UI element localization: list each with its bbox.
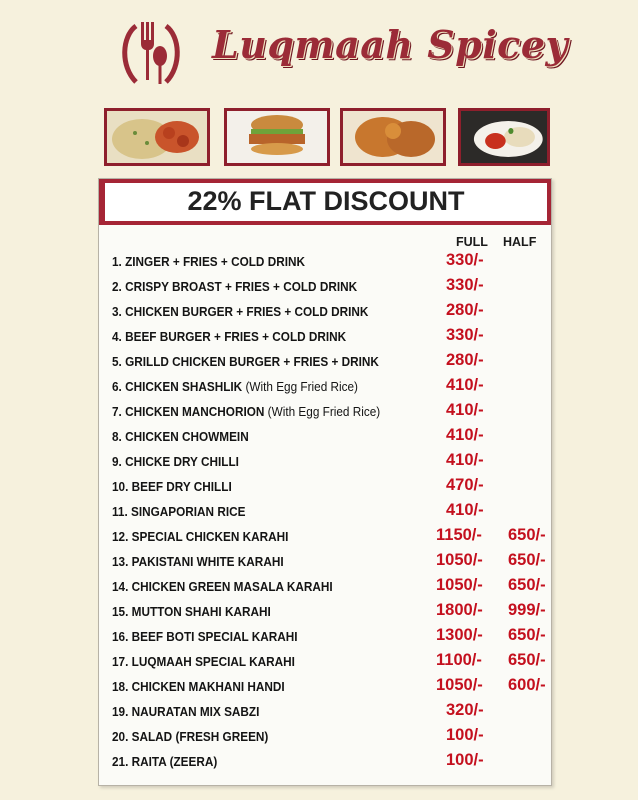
menu-item-title: 18. CHICKEN MAKHANI HANDI (112, 679, 285, 694)
menu-item-full-price: 330/- (446, 276, 484, 294)
menu-item-title: 9. CHICKE DRY CHILLI (112, 454, 239, 469)
menu-item-name (112, 354, 379, 369)
menu-item-full-price: 320/- (446, 701, 484, 719)
menu-item-name (112, 554, 284, 569)
menu-item-name (112, 579, 333, 594)
menu-item-full-price: 410/- (446, 426, 484, 444)
menu-item-full-price: 280/- (446, 301, 484, 319)
menu-item-full-price: 410/- (446, 376, 484, 394)
menu-item-title: 17. LUQMAAH SPECIAL KARAHI (112, 654, 295, 669)
discount-banner (99, 179, 551, 225)
menu-item-full-price: 1100/- (436, 651, 482, 669)
menu-item-row (112, 750, 552, 775)
menu-item-full-price: 410/- (446, 401, 484, 419)
menu-item-row (112, 700, 552, 725)
menu-item-title: 11. SINGAPORIAN RICE (112, 504, 246, 519)
menu-item-title: 20. SALAD (FRESH GREEN) (112, 729, 269, 744)
menu-item-note: (With Egg Fried Rice) (267, 404, 381, 419)
menu-item-name (112, 329, 346, 344)
menu-item-half-price: 650/- (508, 626, 546, 644)
menu-item-row (112, 550, 552, 575)
menu-item-name (112, 679, 285, 694)
menu-item-row (112, 650, 552, 675)
menu-item-title: 21. RAITA (ZEERA) (112, 754, 218, 769)
menu-item-full-price: 100/- (446, 726, 484, 744)
menu-item-half-price: 650/- (508, 551, 546, 569)
discount-text: 22% FLAT DISCOUNT (187, 186, 465, 216)
menu-item-row (112, 725, 552, 750)
menu-item-full-price: 1050/- (436, 576, 483, 594)
menu-item-title: 1. ZINGER + FRIES + COLD DRINK (112, 254, 305, 269)
menu-item-name (112, 604, 271, 619)
menu-item-full-price: 410/- (446, 451, 484, 469)
menu-item-full-price: 410/- (446, 501, 484, 519)
menu-header (0, 0, 638, 100)
menu-item-full-price: 1150/- (436, 526, 482, 544)
menu-item-title: 8. CHICKEN CHOWMEIN (112, 429, 249, 444)
menu-item-name (112, 304, 368, 319)
menu-item-full-price: 1800/- (436, 601, 483, 619)
menu-item-row (112, 625, 552, 650)
menu-item-full-price: 470/- (446, 476, 484, 494)
menu-item-row (112, 250, 552, 275)
menu-item-full-price: 1050/- (436, 676, 483, 694)
brand-name: Luqmaah Spicey (212, 22, 569, 67)
menu-item-full-price: 100/- (446, 751, 484, 769)
menu-item-title: 7. CHICKEN MANCHORION (112, 404, 265, 419)
menu-item-name (112, 254, 305, 269)
menu-item-row (112, 400, 552, 425)
menu-item-name (112, 629, 298, 644)
menu-item-name (112, 379, 358, 394)
column-header-full: FULL (456, 235, 488, 249)
menu-item-full-price: 330/- (446, 251, 484, 269)
menu-item-title: 3. CHICKEN BURGER + FRIES + COLD DRINK (112, 304, 369, 319)
menu-item-name (112, 279, 357, 294)
menu-item-half-price: 650/- (508, 576, 546, 594)
menu-item-row (112, 275, 552, 300)
menu-item-name (112, 754, 217, 769)
menu-item-name (112, 404, 380, 419)
menu-item-name (112, 429, 249, 444)
menu-item-name (112, 654, 295, 669)
menu-item-title: 16. BEEF BOTI SPECIAL KARAHI (112, 629, 298, 644)
menu-item-title: 5. GRILLD CHICKEN BURGER + FRIES + DRINK (112, 354, 379, 369)
menu-item-note: (With Egg Fried Rice) (245, 379, 358, 394)
fork-spoon-logo-icon (116, 16, 186, 92)
menu-item-title: 2. CRISPY BROAST + FRIES + COLD DRINK (112, 279, 358, 294)
menu-item-title: 10. BEEF DRY CHILLI (112, 479, 232, 494)
menu-item-row (112, 325, 552, 350)
column-header-half: HALF (503, 235, 537, 249)
menu-item-full-price: 1300/- (436, 626, 483, 644)
menu-item-title: 14. CHICKEN GREEN MASALA KARAHI (112, 579, 333, 594)
menu-item-row (112, 350, 552, 375)
menu-item-row (112, 525, 552, 550)
menu-item-row (112, 425, 552, 450)
food-photo-rice-plate (458, 108, 550, 166)
menu-item-title: 4. BEEF BURGER + FRIES + COLD DRINK (112, 329, 347, 344)
menu-item-title: 19. NAURATAN MIX SABZI (112, 704, 260, 719)
menu-item-row (112, 300, 552, 325)
menu-item-title: 12. SPECIAL CHICKEN KARAHI (112, 529, 289, 544)
food-photo-burger (224, 108, 330, 166)
menu-item-name (112, 729, 268, 744)
menu-item-full-price: 280/- (446, 351, 484, 369)
menu-item-half-price: 650/- (508, 526, 546, 544)
menu-item-name (112, 479, 232, 494)
menu-item-row (112, 575, 552, 600)
menu-item-half-price: 999/- (508, 601, 546, 619)
food-photo-rice-chicken (104, 108, 210, 166)
food-photo-broast (340, 108, 446, 166)
menu-item-name (112, 504, 245, 519)
menu-item-row (112, 600, 552, 625)
menu-item-name (112, 704, 259, 719)
menu-item-half-price: 600/- (508, 676, 546, 694)
menu-item-row (112, 675, 552, 700)
menu-item-full-price: 330/- (446, 326, 484, 344)
menu-item-half-price: 650/- (508, 651, 546, 669)
menu-item-name (112, 454, 239, 469)
menu-item-row (112, 375, 552, 400)
menu-item-name (112, 529, 288, 544)
menu-item-row (112, 450, 552, 475)
menu-item-row (112, 500, 552, 525)
menu-item-title: 13. PAKISTANI WHITE KARAHI (112, 554, 284, 569)
menu-item-full-price: 1050/- (436, 551, 483, 569)
menu-item-row (112, 475, 552, 500)
menu-item-title: 6. CHICKEN SHASHLIK (112, 379, 243, 394)
menu-item-title: 15. MUTTON SHAHI KARAHI (112, 604, 271, 619)
